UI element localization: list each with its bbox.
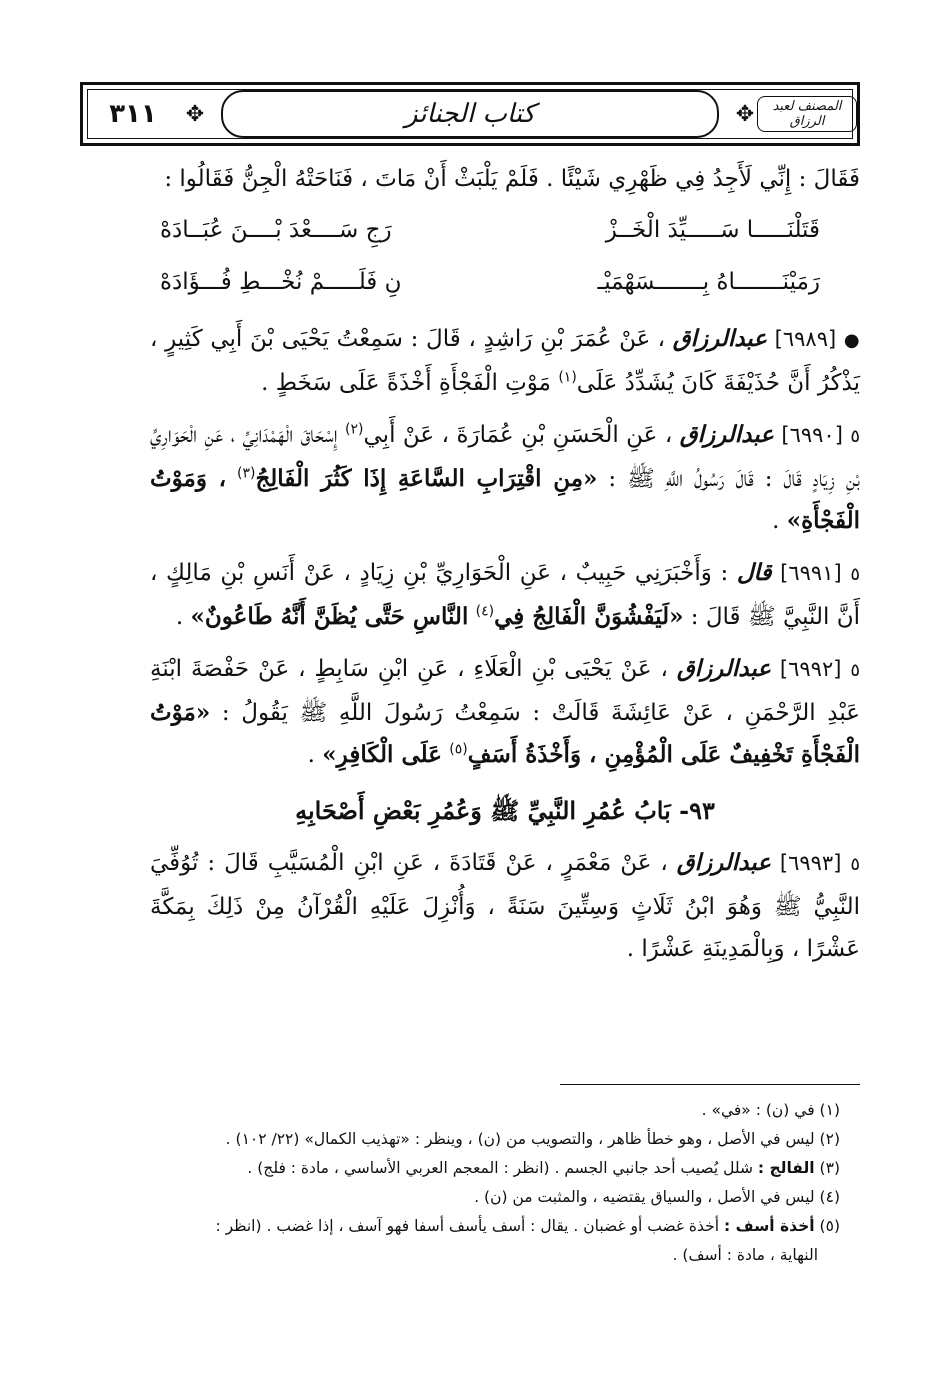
page-header [80,82,860,146]
hadith-marker-icon: ● [843,330,860,351]
footnote-text: ليس في الأصل ، وهو خطأ ظاهر ، والتصويب من (ن) ، وينظر : «تهذيب الكمال» (٢٢/ ١٠٢) . [225,1130,815,1148]
hadith-marker-icon: ٥ [850,426,861,447]
intro-line: فَقَالَ : إِنِّي لَأَجِدُ فِي ظَهْرِي شَيْئًا . فَلَمْ يَلْبَثْ أَنْ مَاتَ ، فَنَاحَتْهُ الْجِنُّ فَقَالُوا : [164,166,860,192]
hadith-end: . [175,604,184,630]
hadith-matn: «لَيَفْشُوَنَّ الْفَالِجُ فِي [494,603,684,630]
hadith-matn: «مِنِ اقْتِرَابِ السَّاعَةِ إِذَا كَثُرَ الْفَالِجُ [255,465,598,492]
footnote-number: (٢) [819,1130,840,1148]
footnote-number: (٥) [819,1217,840,1235]
main-text [150,158,860,970]
footnote-text: في (ن) : «في» . [701,1101,815,1119]
footnote-4 [110,1183,840,1212]
hadith-marker-icon: ٥ [850,564,860,585]
hadith-text: ، عَنْ يَحْيَى بْنِ الْعَلَاءِ ، عَنِ ابْنِ سَابِطٍ ، عَنْ حَفْصَةَ ابْنَةِ عَبْدِ الرَّحْمَنِ ، عَنْ عَائِشَةَ قَالَتْ : سَمِعْتُ رَسُولَ اللَّهِ ﷺ يَقُولُ : [150,656,860,726]
hadith-6990 [150,414,860,542]
hadith-number: [٦٩٩١] [780,561,842,585]
hadith-text: ، عَنْ عُمَرَ بْنِ رَاشِدٍ ، قَالَ : سَمِعْتُ يَحْيَى بْنَ أَبِي كَثِيرٍ ، يَذْكُرُ أَنَّ حُذَيْفَةَ كَانَ يُشَدِّدُ عَلَى [150,326,860,396]
hadith-number: [٦٩٩٠] [781,423,843,447]
hadith-narrator: عبدالرزاق [679,421,774,448]
footnote-ref[interactable]: (٥) [449,741,468,758]
ornament-knot-icon: ✥ [185,101,205,127]
hadith-matn: «مَوْتُ الْفَجْأَةِ تَخْفِيفٌ عَلَى الْمُؤْمِنِ ، وَأَخْذَةُ أَسَفٍ [150,699,860,768]
hadith-6991 [150,552,860,638]
footnote-text: شلل يُصيب أحد جانبي الجسم . (انظر : المعجم العربي الأساسي ، مادة : فلج) . [247,1159,753,1177]
footnote-ref[interactable]: (٣) [236,465,256,482]
hadith-matn: عَلَى الْكَافِرِ» [322,741,442,768]
poem-verse-2 [150,256,860,308]
hadith-narrator: عبدالرزاق [676,655,772,682]
hadith-end: . [772,508,780,534]
hadith-text: مَوْتِ الْفَجْأَةِ أَخْذَةً عَلَى سَخَطٍ . [261,370,552,396]
hadith-6992 [150,648,860,776]
title-oval [221,90,719,138]
hadith-text: ، عَنِ الْحَسَنِ بْنِ عُمَارَةَ ، عَنْ أَبِي [363,422,673,448]
footnote-ref[interactable]: (٢) [345,421,364,438]
verse-1-hemistich-a: قَتَلْنَـــــا سَـــــيِّدَ الْخَــزْ [605,217,820,243]
footnote-text: ليس في الأصل ، والسياق يقتضيه ، والمثبت من (ن) . [474,1188,815,1206]
verse-2-hemistich-a: رَمَيْنَـــــــاهُ بِـــــــسَهْمَيْـ [597,269,820,295]
publisher-logo-box [757,85,857,143]
footnote-divider [560,1084,860,1085]
footnote-5 [110,1212,840,1241]
footnote-1 [110,1096,840,1125]
hadith-text: إِسْحَاقَ الْهَمْدَانِيِّ ، عَنِ الْحَوَارِيِّ بْنِ زِيَادٍ قَالَ : قَالَ رَسُولُ اللَّهِ ﷺ : [150,422,860,492]
hadith-text: ، عَنْ مَعْمَرٍ ، عَنْ قَتَادَةَ ، عَنِ ابْنِ الْمُسَيَّبِ قَالَ : تُوُفِّيَ النَّبِيُّ ﷺ وَهُوَ ابْنُ ثَلَاثٍ وَسِتِّينَ سَنَةً ، وَأُنْزِلَ عَلَيْهِ الْقُرْآنُ مِنْ ذَلِكَ بِمَكَّةَ عَشْرًا ، وَبِالْمَدِينَةِ عَشْرًا . [150,850,860,962]
hadith-end: . [307,742,315,768]
footnote-term: أخذة أسف : [724,1217,815,1235]
footnote-number: (١) [819,1101,840,1119]
verse-2-hemistich-b: نِ فَلَـــــمْ نُخْـــطِ فُـــؤَادَهْ [160,269,402,295]
footnote-2 [110,1125,840,1154]
footnote-3 [110,1154,840,1183]
publisher-logo: المصنف لعبد الرزاق [757,96,857,132]
footnote-text: أخذة غضب أو غضبان . يقال : أسف يأسف أسفا فهو آسف ، إذا غضب . (انظر : [215,1217,720,1235]
footnote-term: الفالج : [757,1159,815,1177]
chapter-heading: ٩٣- بَابُ عُمُرِ النَّبِيِّ ﷺ وَعُمُرِ بَعْضِ أَصْحَابِهِ [295,796,715,825]
ornament-knot-icon: ✥ [735,101,755,127]
hadith-marker-icon: ٥ [850,660,860,681]
hadith-matn: ، وَمَوْتُ الْفَجْأَةِ» [150,465,860,534]
hadith-narrator: عبدالرزاق [672,325,767,352]
hadith-narrator: عبدالرزاق [676,849,771,876]
footnote-number: (٤) [819,1188,840,1206]
hadith-6989 [150,318,860,404]
page-number: ٣١١ [109,99,157,129]
footnote-number: (٣) [819,1159,840,1177]
footnote-ref[interactable]: (٤) [475,603,495,620]
footnote-text: النهاية ، مادة : أسف) . [672,1246,818,1264]
footnote-ref[interactable]: (١) [558,369,577,386]
hadith-6993 [150,842,860,970]
page-number-box [83,85,183,143]
verse-1-hemistich-b: رَجِ سَــــعْدَ بْــــنَ عُبَــادَهْ [160,217,392,243]
poem-verse-1 [150,204,860,256]
hadith-number: [٦٩٩٢] [779,657,842,681]
footnotes [110,1096,840,1270]
hadith-marker-icon: ٥ [850,854,860,875]
hadith-matn: النَّاسِ حَتَّى يُظَنَّ أَنَّهُ طَاعُونٌ» [190,603,469,630]
footnote-5-continuation [110,1241,840,1270]
hadith-text: : وَأَخْبَرَنِي حَبِيبٌ ، عَنِ الْحَوَارِيِّ بْنِ زِيَادٍ ، عَنْ أَنَسِ بْنِ مَالِكٍ ، أَنَّ النَّبِيَّ ﷺ قَالَ : [150,560,860,630]
book-title: كتاب الجنائز [404,99,536,129]
hadith-number: [٦٩٩٣] [779,851,842,875]
hadith-narrator: قال [736,559,772,586]
title-cartouche [207,85,733,143]
hadith-number: [٦٩٨٩] [774,327,837,351]
